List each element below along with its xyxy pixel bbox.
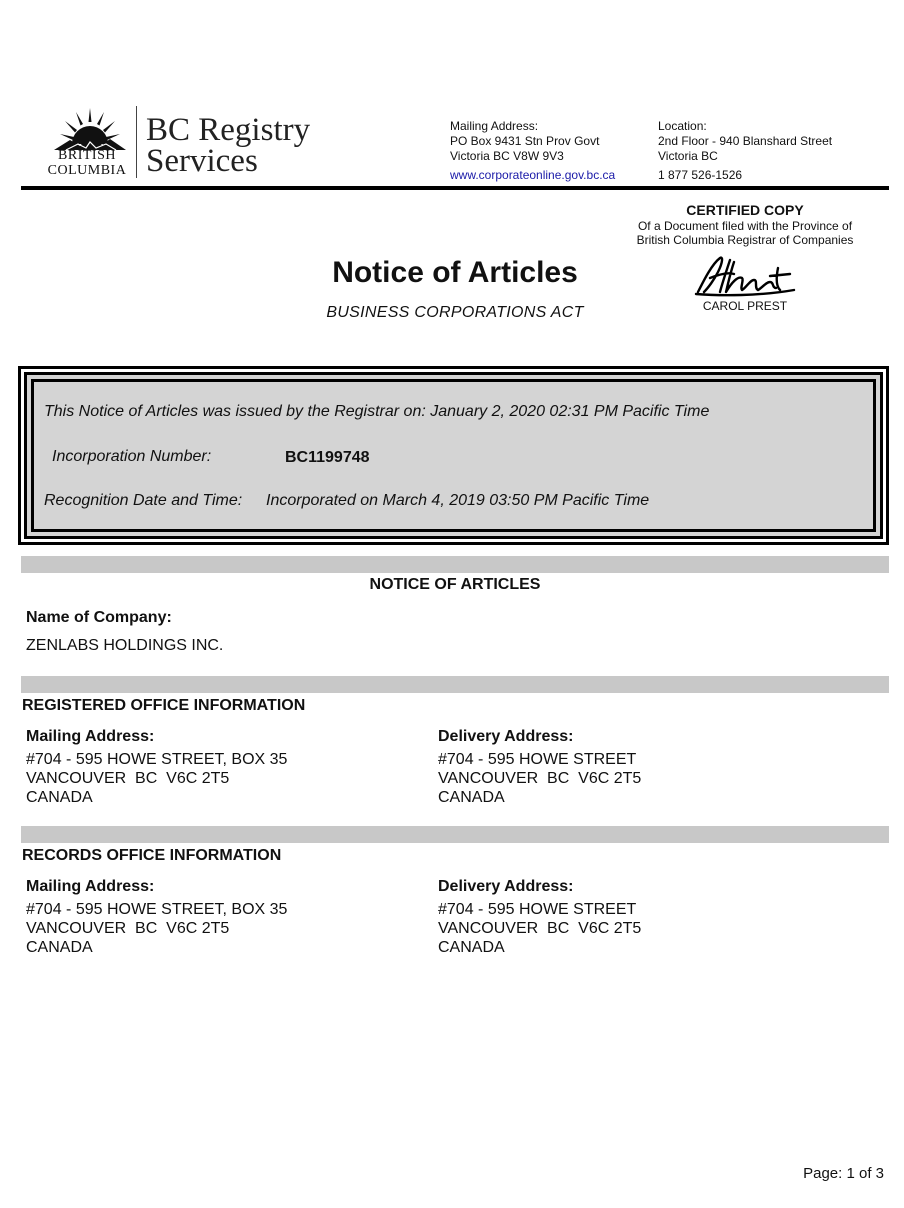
logo-province-text: BRITISH COLUMBIA [47,148,127,178]
recognition-date-value: Incorporated on March 4, 2019 03:50 PM Pacific Time [266,492,650,509]
incorporation-number-label: Incorporation Number: [52,448,212,465]
registry-website-link[interactable]: www.corporateonline.gov.bc.ca [450,168,616,182]
records-delivery-label: Delivery Address: [438,878,574,895]
issued-date-text: This Notice of Articles was issued by the Registrar on: January 2, 2020 02:31 PM Pacific Time [44,403,710,420]
registered-office-heading: REGISTERED OFFICE INFORMATION [22,697,306,714]
records-office-heading: RECORDS OFFICE INFORMATION [22,847,282,864]
header-location: Location: 2nd Floor - 940 Blanshard Street Victoria BC 1 877 526-1526 [658,119,833,182]
header-mailing-address: Mailing Address: PO Box 9431 Stn Prov Govt Victoria BC V8W 9V3 www.corporateonline.gov.bc.ca [450,119,616,182]
header-rule [21,186,889,190]
records-delivery-address: #704 - 595 HOWE STREET VANCOUVER BC V6C 2T5 CANADA [438,901,642,956]
logo-registry-services: BC Registry Services [146,112,311,179]
certified-copy-title: CERTIFIED COPY [686,202,804,218]
document-subtitle: BUSINESS CORPORATIONS ACT [326,304,584,321]
registered-mailing-address: #704 - 595 HOWE STREET, BOX 35 VANCOUVER BC V6C 2T5 CANADA [26,751,288,806]
registry-phone: 1 877 526-1526 [658,168,743,182]
registered-delivery-label: Delivery Address: [438,728,574,745]
section-divider-bar [21,556,889,573]
section-divider-bar [21,676,889,693]
document-title: Notice of Articles [332,256,578,289]
section-divider-bar [21,826,889,843]
company-name-label: Name of Company: [26,609,172,626]
registered-delivery-address: #704 - 595 HOWE STREET VANCOUVER BC V6C 2T5 CANADA [438,751,642,806]
recognition-date-label: Recognition Date and Time: [44,492,243,509]
records-mailing-address: #704 - 595 HOWE STREET, BOX 35 VANCOUVER BC V6C 2T5 CANADA [26,901,288,956]
bc-sun-mountain-logo-icon [50,104,130,154]
company-name-value: ZENLABS HOLDINGS INC. [26,637,224,654]
certified-copy-subtitle: Of a Document filed with the Province of British Columbia Registrar of Companies [636,219,854,247]
incorporation-number-value: BC1199748 [285,449,370,466]
registered-mailing-label: Mailing Address: [26,728,155,745]
page-number: Page: 1 of 3 [803,1165,884,1182]
signature-icon [690,252,800,298]
notice-of-articles-heading: NOTICE OF ARTICLES [369,576,541,593]
logo-divider [136,106,137,178]
records-mailing-label: Mailing Address: [26,878,155,895]
signer-name: CAROL PREST [702,299,788,313]
